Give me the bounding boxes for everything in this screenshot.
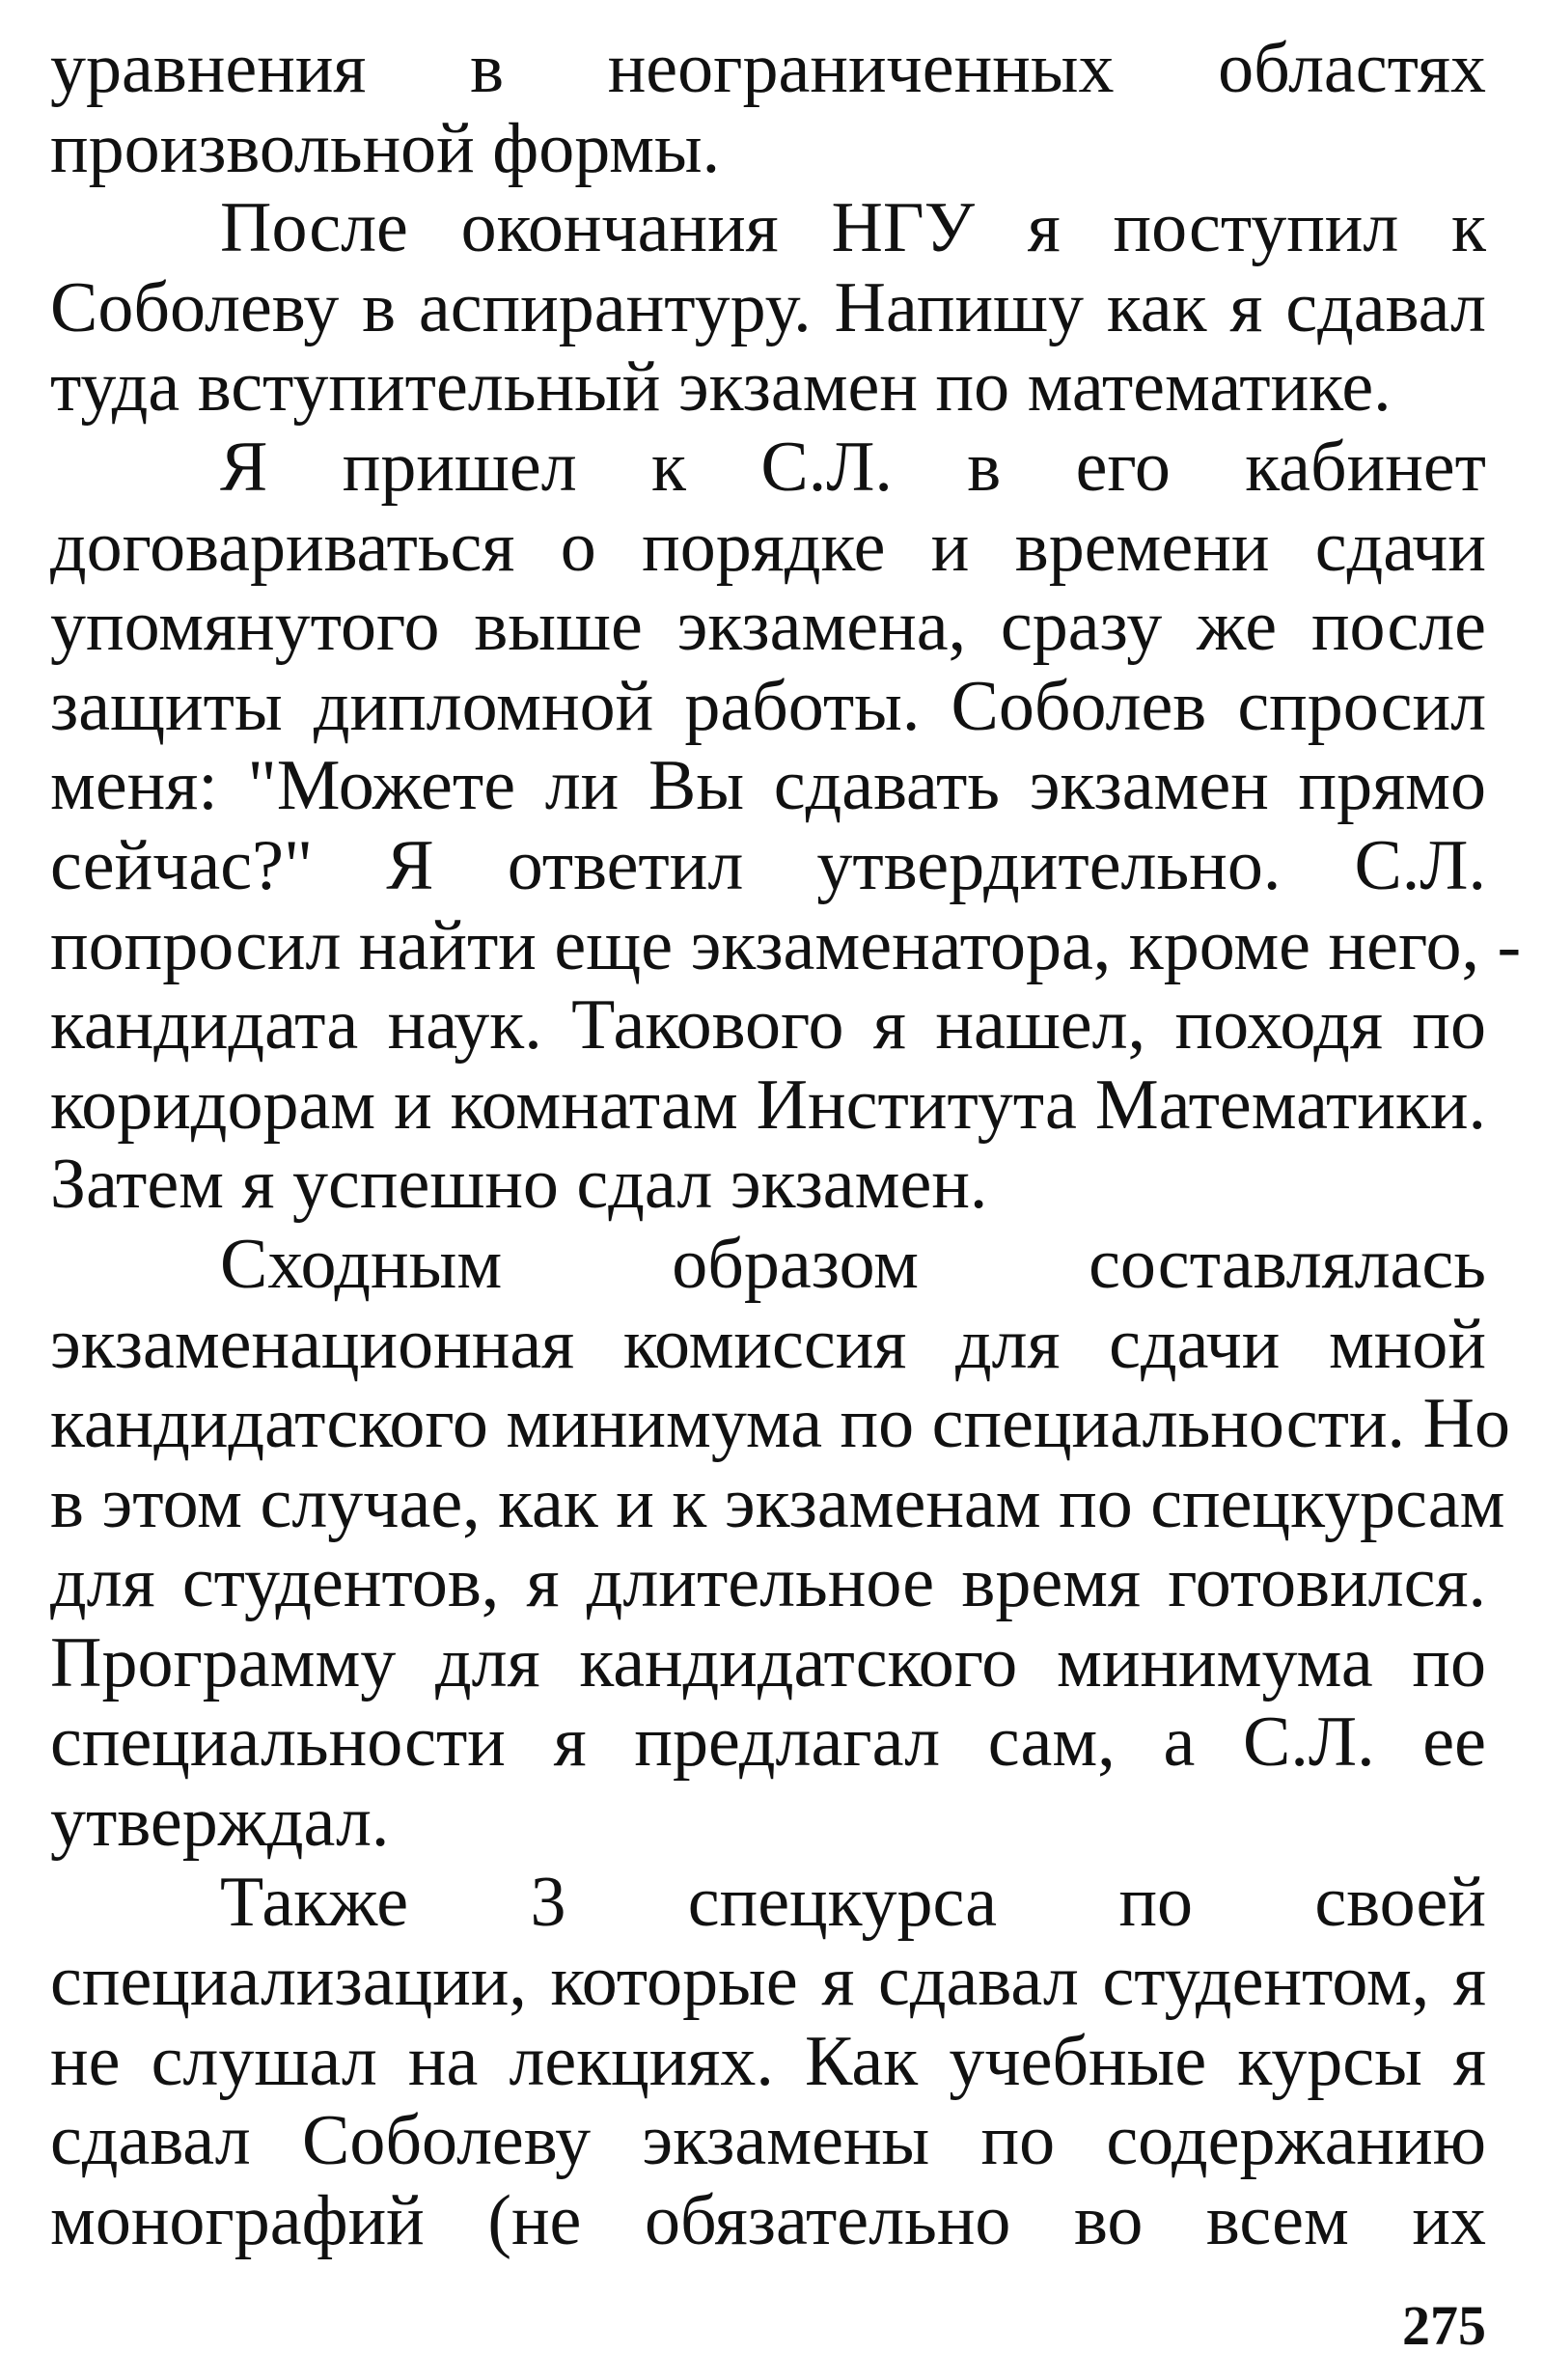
text-line: После окончания НГУ я поступил к <box>220 188 1486 268</box>
text-line: уравнения в неограниченных областях <box>50 29 1486 108</box>
paragraph-3 <box>50 427 1522 1225</box>
paragraph-4 <box>50 1224 1510 1863</box>
text-line: Сходным образом составлялась <box>220 1224 1486 1304</box>
text-line: меня: "Можете ли Вы сдавать экзамен прямо <box>50 746 1486 826</box>
text-line: утверждал. <box>50 1783 390 1863</box>
text-line: кандидатского минимума по специальности. Но <box>50 1384 1510 1464</box>
paragraph-2 <box>50 188 1486 428</box>
text-line: коридорам и комнатам Института Математики. <box>50 1065 1486 1145</box>
text-line: упомянутого выше экзамена, сразу же после <box>50 587 1486 667</box>
text-line: Я пришел к С.Л. в его кабинет <box>220 427 1486 507</box>
text-line: Также 3 спецкурса по своей <box>220 1862 1486 1942</box>
text-line: в этом случае, как и к экзаменам по спецкурсам <box>50 1463 1505 1543</box>
text-line: защиты дипломной работы. Соболев спросил <box>50 666 1486 746</box>
text-line: Затем я успешно сдал экзамен. <box>50 1145 988 1225</box>
text-line: Программу для кандидатского минимума по <box>50 1622 1486 1702</box>
text-line: специализации, которые я сдавал студентом, я <box>50 1942 1486 2022</box>
text-line: экзаменационная комиссия для сдачи мной <box>50 1304 1486 1384</box>
text-line: туда вступительный экзамен по математике. <box>50 347 1392 428</box>
paragraph-1 <box>50 29 1486 188</box>
text-line: монографий (не обязательно во всем их <box>50 2181 1486 2261</box>
text-line: попросил найти еще экзаменатора, кроме него, - <box>50 905 1522 985</box>
text-line: произвольной формы. <box>50 108 721 188</box>
page-body-text <box>50 29 1522 2261</box>
paragraph-5 <box>50 1863 1486 2261</box>
text-line: договариваться о порядке и времени сдачи <box>50 507 1486 587</box>
text-line: специальности я предлагал сам, а С.Л. ее <box>50 1702 1486 1783</box>
text-line: кандидата наук. Такового я нашел, походя по <box>50 985 1486 1065</box>
text-line: не слушал на лекциях. Как учебные курсы я <box>50 2021 1486 2101</box>
text-line: Соболеву в аспирантуру. Напишу как я сдавал <box>50 267 1486 347</box>
text-line: сдавал Соболеву экзамены по содержанию <box>50 2101 1486 2181</box>
text-line: сейчас?" Я ответил утвердительно. С.Л. <box>50 825 1486 905</box>
text-line: для студентов, я длительное время готовился. <box>50 1543 1486 1623</box>
page-number: 275 <box>1402 2294 1486 2357</box>
